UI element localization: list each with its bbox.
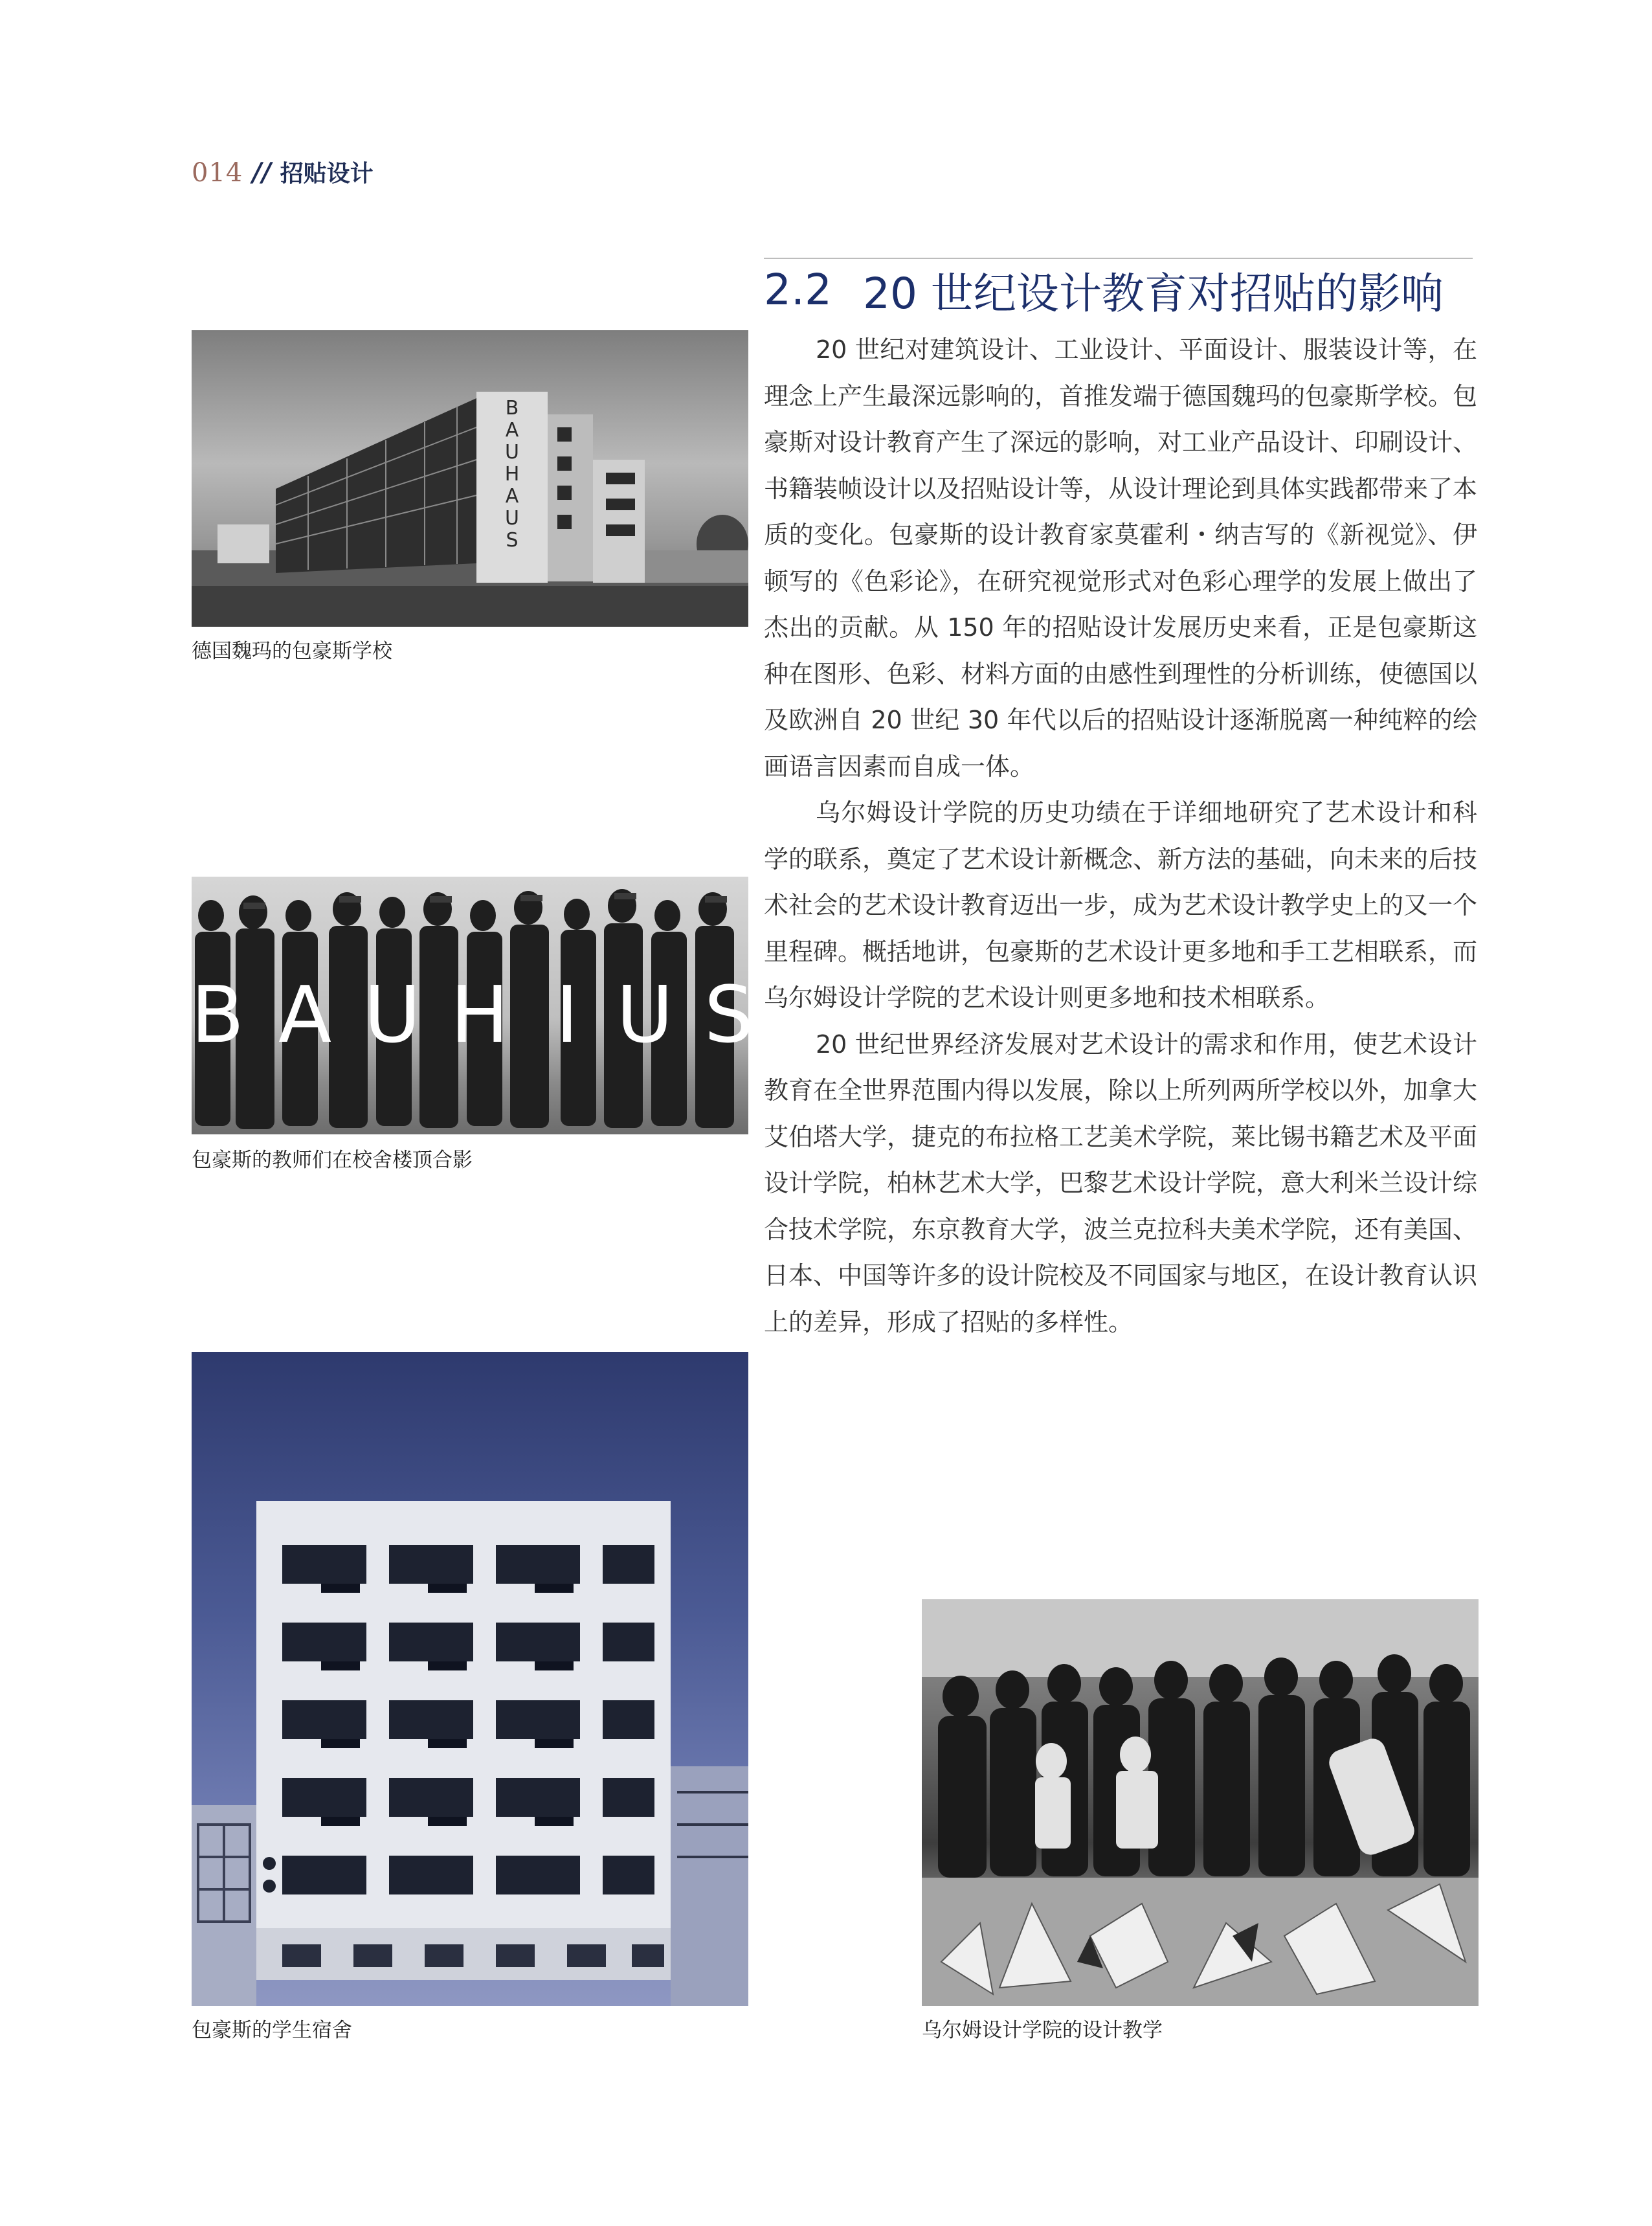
bauhaus-teachers-photo (190, 877, 754, 1134)
bauhaus-sign-text: B A U H A U S (504, 397, 520, 552)
bauhaus-overlay-letter: U (616, 971, 673, 1061)
paragraph-3: 20 世纪世界经济发展对艺术设计的需求和作用，使艺术设计教育在全世界范围内得以发展，除以上所列两所学校以外，加拿大艾伯塔大学，捷克的布拉格工艺美术学院，莱比锡书籍艺术及平面设计学院，柏林艺术大学，巴黎艺术设计学院，意大利米兰设计综合技术学院，东京教育大学，波兰克拉科夫美术学院，还有美国、日本、中国等许多的设计院校及不同国家与地区，在设计教育认识上的差异，形成了招贴的多样性。 (764, 1029, 1478, 1336)
paragraph-2: 乌尔姆设计学院的历史功绩在于详细地研究了艺术设计和科学的联系，奠定了艺术设计新概念、新方法的基础，向未来的后技术社会的艺术设计教育迈出一步，成为艺术设计教学史上的又一个里程碑。概括地讲，包豪斯的艺术设计更多地和手工艺相联系，而乌尔姆设计学院的艺术设计则更多地和技术相联系。 (764, 798, 1478, 1012)
body-text (764, 327, 1477, 1345)
bauhaus-teachers-illustration (190, 877, 754, 1134)
figure-caption-3: 包豪斯的学生宿舍 (192, 2019, 352, 2042)
dormitory-illustration (192, 1352, 748, 2006)
section-number: 2.2 (764, 264, 832, 315)
student-dormitory-photo (192, 1352, 748, 2006)
bauhaus-overlay-letter: S (704, 971, 754, 1061)
figure-caption-1: 德国魏玛的包豪斯学校 (192, 640, 392, 663)
figure-caption-4: 乌尔姆设计学院的设计教学 (922, 2019, 1163, 2042)
bauhaus-overlay-letter: H (450, 971, 509, 1061)
header-separator: // (252, 157, 271, 188)
bauhaus-building-photo (192, 330, 748, 627)
bauhaus-overlay-letter: A (278, 971, 332, 1061)
section-heading (764, 260, 1444, 319)
running-header (192, 155, 374, 194)
page-number: 014 (192, 158, 243, 188)
bauhaus-overlay-letter: B (190, 971, 245, 1061)
bauhaus-overlay-letter: U (364, 971, 421, 1061)
paragraph-1: 20 世纪对建筑设计、工业设计、平面设计、服装设计等，在理念上产生最深远影响的，首推发端于德国魏玛的包豪斯学校。包豪斯对设计教育产生了深远的影响，对工业产品设计、印刷设计、书籍装帧设计以及招贴设计等，从设计理论到具体实践都带来了本质的变化。包豪斯的设计教育家莫霍利・纳吉写的《新视觉》、伊顿写的《色彩论》，在研究视觉形式对色彩心理学的发展上做出了杰出的贡献。从 150 年的招贴设计发展历史来看，正是包豪斯这种在图形、色彩、材料方面的由感性到理性的分析训练，使德国以及欧洲自 20 世纪 30 年代以后的招贴设计逐渐脱离一种纯粹的绘画语言因素而自成一体。 (764, 335, 1478, 781)
bauhaus-overlay-letter: I (555, 971, 579, 1061)
ulm-teaching-illustration (922, 1599, 1479, 2006)
figure-caption-2: 包豪斯的教师们在校舍楼顶合影 (192, 1149, 473, 1172)
book-title: 招贴设计 (280, 161, 374, 187)
ulm-teaching-photo (922, 1599, 1479, 2006)
section-title: 20 世纪设计教育对招贴的影响 (862, 268, 1444, 319)
bauhaus-building-illustration (192, 330, 748, 627)
